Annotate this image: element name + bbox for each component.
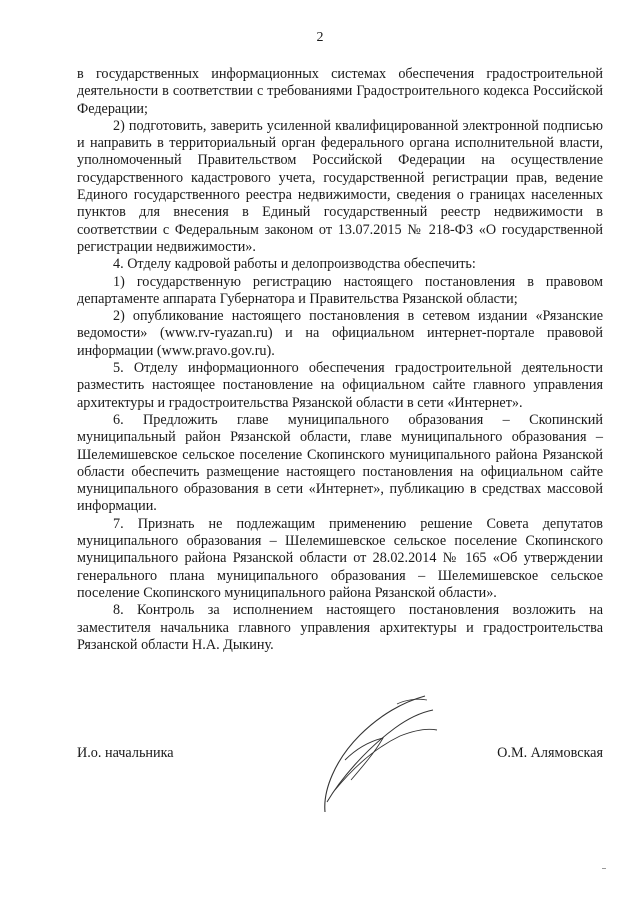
paragraph-section-6: 6. Предложить главе муниципального образования – Скопинский муниципальный район Рязанской области, главе муниципального образования – Шелемишевское сельское поселение Скопинского муниципального района Рязанской области обеспечить размещение настоящего постановления на официальном сайте муниципального образования в сети «Интернет», публикацию в средствах массовой информации. (77, 411, 603, 515)
signature-row (77, 745, 603, 765)
paragraph-section-4: 4. Отделу кадровой работы и делопроизводства обеспечить: (113, 256, 476, 273)
paragraph-section-4-item-1: 1) государственную регистрацию настоящего постановления в правовом департаменте аппарата Губернатора и Правительства Рязанской области; (77, 273, 603, 307)
paragraph-section-8: 8. Контроль за исполнением настоящего постановления возложить на заместителя начальника главного управления архитектуры и градостроительства Рязанской области Н.А. Дыкину. (77, 602, 603, 653)
paragraph-item-2: 2) подготовить, заверить усиленной квалифицированной электронной подписью и направить в территориальный орган федерального органа исполнительной власти, уполномоченный Правительством Российской Федерации на осуществление государственного кадастрового учета, государственной регистрации прав, ведение Единого государственного реестра недвижимости, сведения о границах населенных пунктов для внесения в Единый государственный реестр недвижимости в соответствии с Федеральным законом от 13.07.2015 № 218-ФЗ «О государственной регистрации недвижимости». (77, 117, 603, 255)
page-number: 2 (316, 30, 324, 45)
signer-position: И.о. начальника (77, 745, 174, 761)
scan-speck (602, 868, 606, 869)
paragraph-section-4-item-2: 2) опубликование настоящего постановления в сетевом издании «Рязанские ведомости» (www.rv-ryazan.ru) и на официальном интернет-портале правовой информации (www.pravo.gov.ru). (77, 308, 603, 359)
paragraph-section-5: 5. Отделу информационного обеспечения градостроительной деятельности разместить настоящее постановление на официальном сайте главного управления архитектуры и градостроительства Рязанской области в сети «Интернет». (77, 360, 603, 411)
document-body (77, 66, 603, 654)
paragraph-continuation: в государственных информационных системах обеспечения градостроительной деятельности в соответствии с требованиями Градостроительного кодекса Российской Федерации; (77, 66, 603, 117)
paragraph-section-7: 7. Признать не подлежащим применению решение Совета депутатов муниципального образования – Шелемишевское сельское поселение Скопинского муниципального района Рязанской области от 28.02.2014 № 165 «Об утверждении генерального плана муниципального образования – Шелемишевское сельское поселение Скопинского муниципального района Рязанской области». (77, 515, 603, 601)
signer-name: О.М. Алямовская (497, 745, 603, 761)
